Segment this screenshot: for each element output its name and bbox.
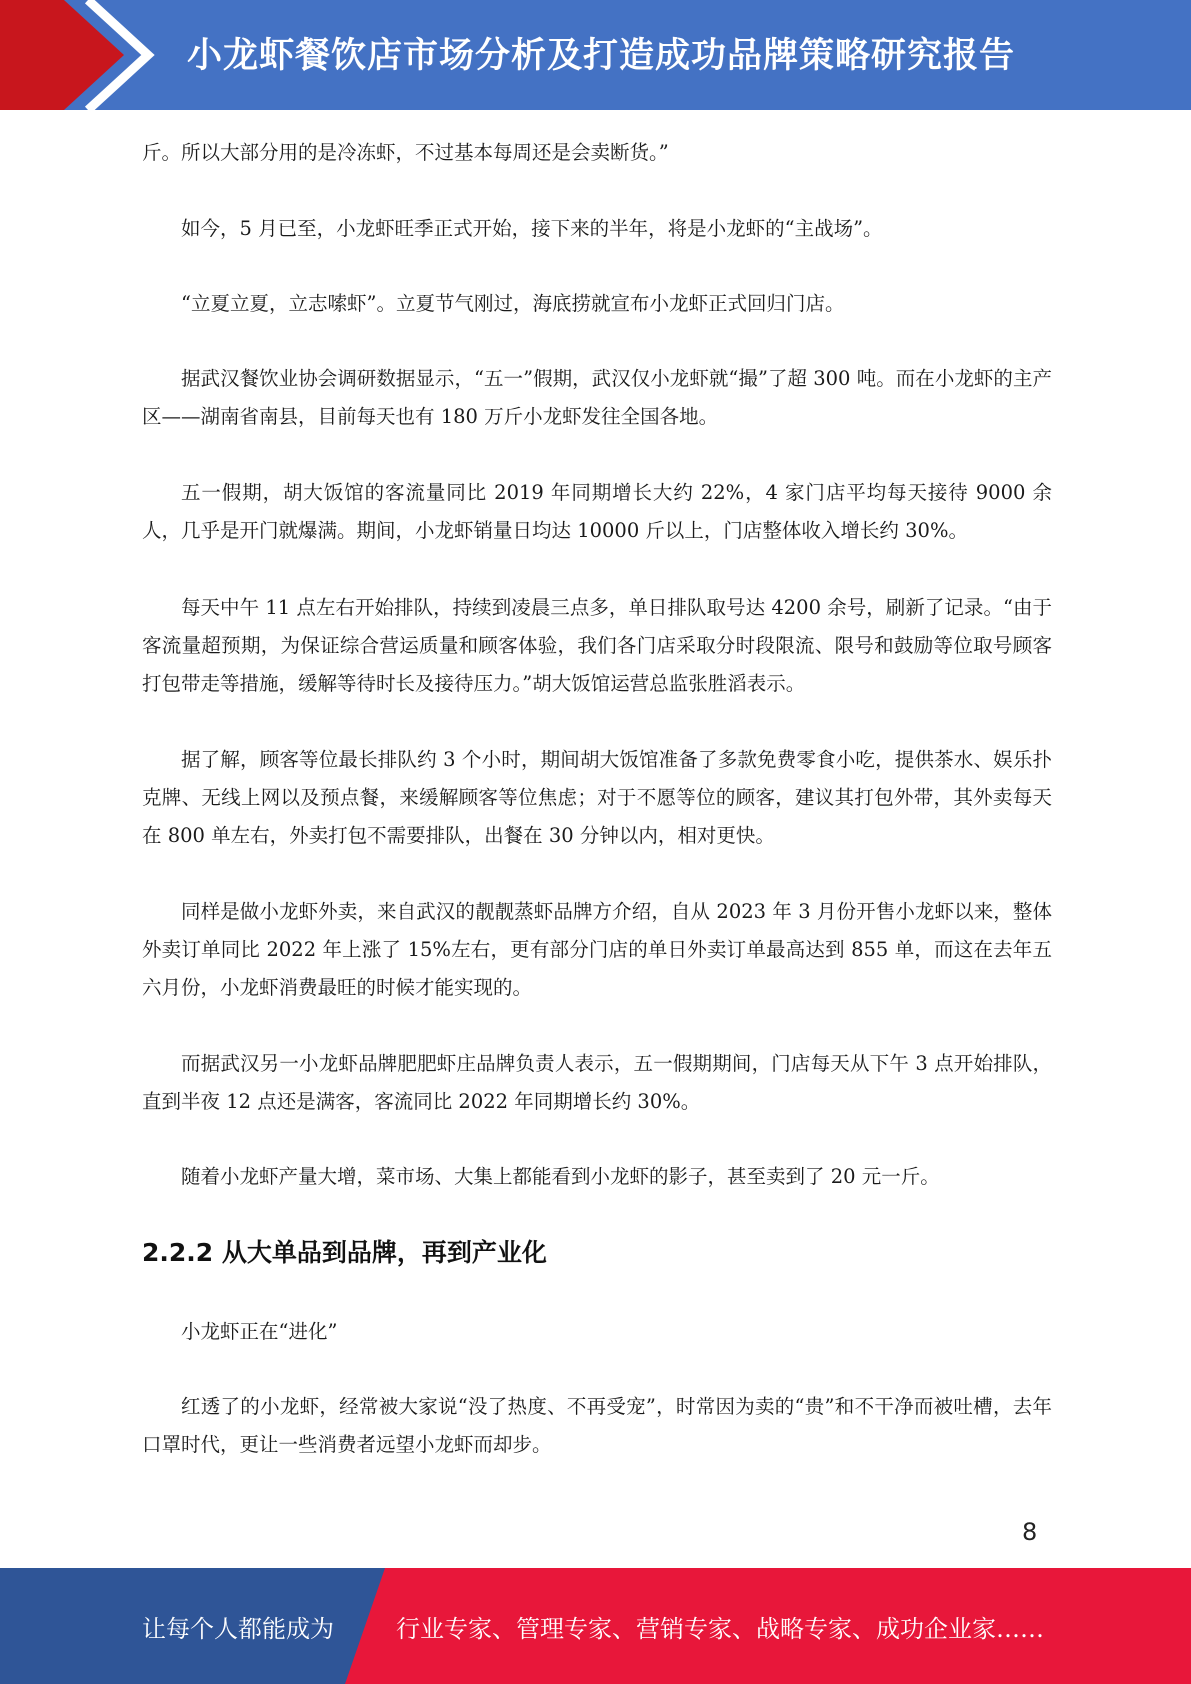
paragraph: “立夏立夏，立志嗦虾”。立夏节气刚过，海底捞就宣布小龙虾正式回归门店。 (181, 292, 845, 315)
page-number: 8 (1022, 1518, 1038, 1546)
footer-slogan-left: 让每个人都能成为 (142, 1615, 334, 1643)
report-title: 小龙虾餐饮店市场分析及打造成功品牌策略研究报告 (187, 36, 1016, 76)
footer-slogan-right: 行业专家、管理专家、营销专家、战略专家、成功企业家…… (396, 1615, 1044, 1643)
paragraph: 同样是做小龙虾外卖，来自武汉的靓靓蒸虾品牌方介绍，自从 2023 年 3 月份开售小龙虾以来，整体外卖订单同比 2022 年上涨了 15%左右，更有部分门店的单日外卖订单最高达到 855 单，而这在去年五六月份，小龙虾消费最旺的时候才能实现的。 (142, 900, 1052, 999)
paragraph: 五一假期，胡大饭馆的客流量同比 2019 年同期增长大约 22%，4 家门店平均每天接待 9000 余人，几乎是开门就爆满。期间，小龙虾销量日均达 10000 斤以上，门店整体收入增长约 30%。 (142, 481, 1052, 542)
paragraph: 小龙虾正在“进化” (181, 1320, 338, 1343)
paragraph: 据武汉餐饮业协会调研数据显示，“五一”假期，武汉仅小龙虾就“撮”了超 300 吨。而在小龙虾的主产区——湖南省南县，目前每天也有 180 万斤小龙虾发往全国各地。 (142, 367, 1052, 428)
paragraph: 据了解，顾客等位最长排队约 3 个小时，期间胡大饭馆准备了多款免费零食小吃，提供茶水、娱乐扑克牌、无线上网以及预点餐，来缓解顾客等位焦虑；对于不愿等位的顾客，建议其打包外带，其外卖每天在 800 单左右，外卖打包不需要排队，出餐在 30 分钟以内，相对更快。 (142, 748, 1052, 847)
page-header (0, 0, 1191, 110)
page-footer (0, 1568, 1191, 1684)
paragraph: 每天中午 11 点左右开始排队，持续到凌晨三点多，单日排队取号达 4200 余号，刷新了记录。“由于客流量超预期，为保证综合营运质量和顾客体验，我们各门店采取分时段限流、限号和鼓励等位取号顾客打包带走等措施，缓解等待时长及接待压力。”胡大饭馆运营总监张胜滔表示。 (142, 596, 1052, 695)
paragraph: 红透了的小龙虾，经常被大家说“没了热度、不再受宠”，时常因为卖的“贵”和不干净而被吐槽，去年口罩时代，更让一些消费者远望小龙虾而却步。 (142, 1395, 1052, 1456)
paragraph: 斤。所以大部分用的是冷冻虾，不过基本每周还是会卖断货。” (142, 141, 669, 164)
section-heading: 2.2.2 从大单品到品牌，再到产业化 (142, 1238, 547, 1267)
paragraph: 如今，5 月已至，小龙虾旺季正式开始，接下来的半年，将是小龙虾的“主战场”。 (181, 217, 883, 240)
paragraph: 而据武汉另一小龙虾品牌肥肥虾庄品牌负责人表示，五一假期期间，门店每天从下午 3 点开始排队，直到半夜 12 点还是满客，客流同比 2022 年同期增长约 30%。 (142, 1052, 1052, 1113)
paragraph: 随着小龙虾产量大增，菜市场、大集上都能看到小龙虾的影子，甚至卖到了 20 元一斤。 (181, 1165, 940, 1188)
